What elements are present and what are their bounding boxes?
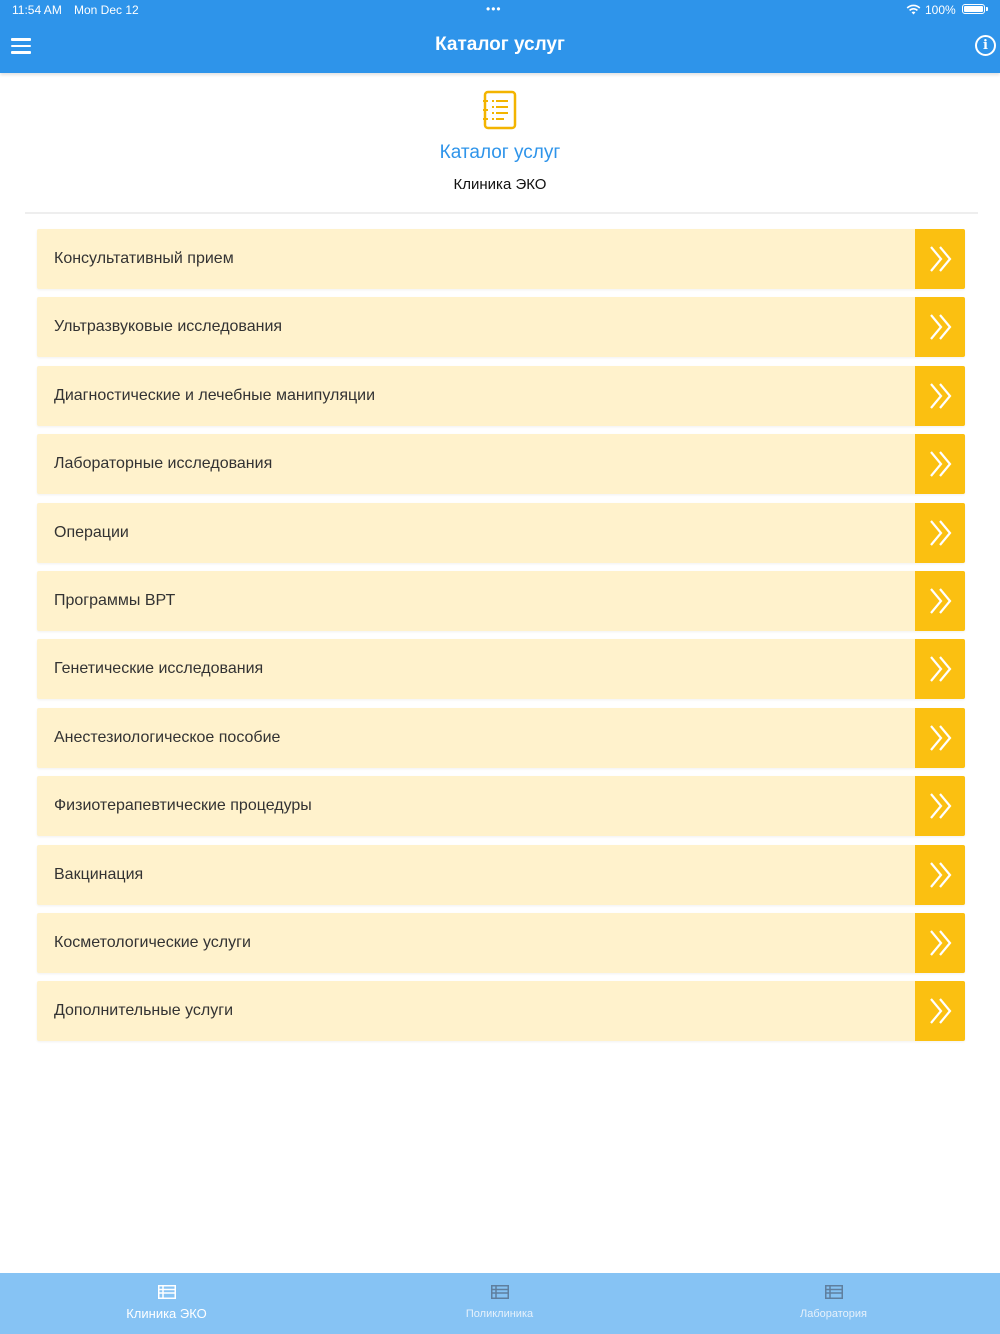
double-chevron-right-icon[interactable] [915, 366, 965, 426]
category-item-physiotherapy[interactable] [37, 776, 965, 836]
list-icon [825, 1285, 843, 1299]
tab-eco-clinic[interactable] [0, 1273, 333, 1334]
category-item-operations[interactable] [37, 503, 965, 563]
double-chevron-right-icon[interactable] [915, 639, 965, 699]
category-label: Ультразвуковые исследования [54, 318, 283, 336]
catalog-notebook-icon [481, 90, 519, 130]
tab-laboratory[interactable] [667, 1273, 1000, 1334]
category-label: Дополнительные услуги [54, 1002, 234, 1020]
category-item-genetic[interactable] [37, 639, 965, 699]
category-label: Генетические исследования [54, 660, 264, 678]
navbar-title: Каталог услуг [435, 34, 565, 55]
double-chevron-right-icon[interactable] [915, 434, 965, 494]
page-subtitle: Клиника ЭКО [453, 176, 547, 193]
category-item-diagnostic-manipulations[interactable] [37, 366, 965, 426]
top-navigation-bar [0, 0, 1000, 73]
double-chevron-right-icon[interactable] [915, 297, 965, 357]
bottom-tab-bar [0, 1273, 1000, 1334]
tab-label: Клиника ЭКО [126, 1306, 207, 1321]
info-icon[interactable]: i [975, 35, 996, 56]
multitasking-dots[interactable]: ••• [486, 2, 502, 16]
category-item-vaccination[interactable] [37, 845, 965, 905]
double-chevron-right-icon[interactable] [915, 845, 965, 905]
category-label: Лабораторные исследования [54, 455, 273, 473]
double-chevron-right-icon[interactable] [915, 981, 965, 1041]
double-chevron-right-icon[interactable] [915, 503, 965, 563]
status-date: Mon Dec 12 [74, 3, 139, 17]
tab-polyclinic[interactable] [333, 1273, 666, 1334]
list-icon [158, 1285, 176, 1299]
category-item-consultation[interactable] [37, 229, 965, 289]
tab-label: Поликлиника [465, 1308, 534, 1320]
category-item-laboratory[interactable] [37, 434, 965, 494]
category-label: Косметологические услуги [54, 934, 251, 951]
battery-icon [962, 4, 985, 14]
category-label: Анестезиологическое пособие [54, 728, 281, 746]
category-label: Вакцинация [54, 865, 144, 883]
double-chevron-right-icon[interactable] [915, 571, 965, 631]
double-chevron-right-icon[interactable] [915, 229, 965, 289]
double-chevron-right-icon[interactable] [915, 776, 965, 836]
category-item-anesthesiology[interactable] [37, 708, 965, 768]
double-chevron-right-icon[interactable] [915, 913, 965, 973]
category-label: Операции [54, 523, 129, 541]
category-item-cosmetology[interactable] [37, 913, 965, 973]
status-time: 11:54 AM [12, 3, 62, 17]
category-item-art-programs[interactable] [37, 571, 965, 631]
battery-percentage: 100% [925, 3, 956, 17]
double-chevron-right-icon[interactable] [915, 708, 965, 768]
page-title: Каталог услуг [439, 142, 561, 163]
wifi-icon [906, 4, 921, 15]
tab-label: Лаборатория [800, 1308, 867, 1320]
category-label: Программы ВРТ [54, 592, 176, 609]
category-label: Консультативный прием [54, 250, 234, 267]
category-item-additional[interactable] [37, 981, 965, 1041]
list-icon [491, 1285, 509, 1299]
category-label: Физиотерапевтические процедуры [54, 797, 312, 815]
category-item-ultrasound[interactable] [37, 297, 965, 357]
category-label: Диагностические и лечебные манипуляции [54, 386, 376, 404]
header-divider [25, 212, 978, 214]
